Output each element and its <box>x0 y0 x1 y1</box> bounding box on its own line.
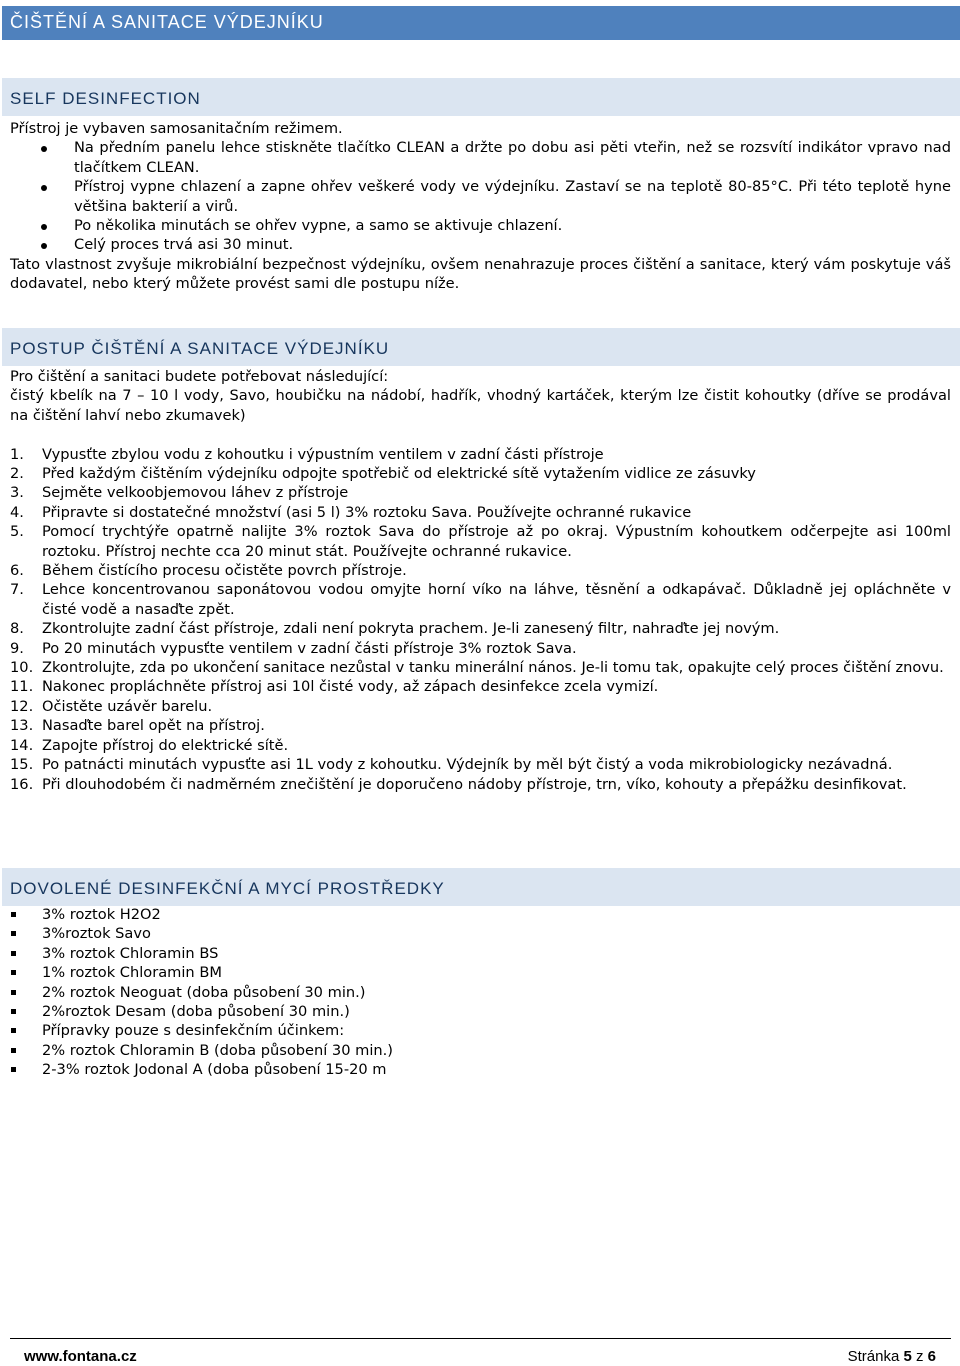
step-number: 15. <box>10 756 34 774</box>
agents-section <box>10 905 951 1080</box>
list-item: Celý proces trvá asi 30 minut. <box>10 235 951 254</box>
step-item <box>10 755 951 774</box>
page-total: 6 <box>927 1348 936 1365</box>
spacer <box>10 425 951 444</box>
step-number: 6. <box>10 562 24 580</box>
step-text: Zkontrolujte, zda po ukončení sanitace nezůstal v tanku minerální nános. Je-li tomu tak, opakujte celý proces čištění znovu. <box>42 659 944 677</box>
step-text: Lehce koncentrovanou saponátovou vodou omyjte horní víko na láhve, těsnění a odkapávač. Důkladně jej opláchněte v čisté vodě a nasaďte zpět. <box>42 581 951 618</box>
step-number: 4. <box>10 503 24 521</box>
step-number: 2. <box>10 465 24 483</box>
footer-page-number <box>848 1347 936 1366</box>
list-item: Na předním panelu lehce stiskněte tlačítko CLEAN a držte po dobu asi pěti vteřin, než se rozsvítí indikátor vpravo nad tlačítkem CLEAN. <box>10 138 951 177</box>
step-item <box>10 736 951 755</box>
step-number: 7. <box>10 581 24 599</box>
list-item: 2% roztok Neoguat (doba působení 30 min.) <box>10 983 951 1002</box>
procedure-section <box>10 367 951 794</box>
step-text: Vypusťte zbylou vodu z kohoutku i výpustním ventilem v zadní části přístroje <box>42 445 604 463</box>
list-item: 2% roztok Chloramin B (doba působení 30 min.) <box>10 1041 951 1060</box>
list-item: 1% roztok Chloramin BM <box>10 963 951 982</box>
step-text: Při dlouhodobém či nadměrném znečištění je doporučeno nádoby přístroje, trn, víko, kohouty a přepážku desinfikovat. <box>42 775 907 793</box>
section-heading-procedure: POSTUP ČIŠTĚNÍ A SANITACE VÝDEJNÍKU <box>2 328 960 366</box>
step-number: 14. <box>10 736 34 754</box>
step-number: 16. <box>10 775 34 793</box>
list-item: 2-3% roztok Jodonal A (doba působení 15-20 m <box>10 1060 951 1079</box>
step-text: Očistěte uzávěr barelu. <box>42 697 213 715</box>
step-number: 1. <box>10 445 24 463</box>
section-heading-agents: DOVOLENÉ DESINFEKČNÍ A MYCÍ PROSTŘEDKY <box>2 868 960 906</box>
step-text: Před každým čištěním výdejníku odpojte spotřebič od elektrické sítě vytažením vidlice ze zásuvky <box>42 465 756 483</box>
step-number: 11. <box>10 678 34 696</box>
self-desinfection-note: Tato vlastnost zvyšuje mikrobiální bezpečnost výdejníku, ovšem nenahrazuje proces čištění a sanitace, který vám poskytuje váš dodavatel, nebo který můžete provést sami dle postupu níže. <box>10 255 951 293</box>
step-item <box>10 619 951 638</box>
step-text: Připravte si dostatečné množství (asi 5 l) 3% roztoku Sava. Používejte ochranné rukavice <box>42 503 692 521</box>
page-current: 5 <box>903 1348 912 1365</box>
step-text: Pomocí trychtýře opatrně nalijte 3% roztok Sava do přístroje až po okraj. Výpustním kohoutkem odčerpejte asi 100ml roztoku. Přístroj nechte cca 20 minut stát. Používejte ochranné rukavice. <box>42 523 951 560</box>
self-desinfection-bullet-list <box>10 138 951 254</box>
step-item <box>10 483 951 502</box>
step-number: 12. <box>10 697 34 715</box>
step-text: Po 20 minutách vypusťte ventilem v zadní části přístroje 3% roztok Sava. <box>42 639 577 657</box>
step-number: 9. <box>10 639 24 657</box>
page-of: z <box>915 1348 924 1365</box>
list-item: 3% roztok H2O2 <box>10 905 951 924</box>
step-number: 13. <box>10 717 34 735</box>
step-number: 5. <box>10 523 24 541</box>
list-item: 3% roztok Chloramin BS <box>10 944 951 963</box>
procedure-intro-2: čistý kbelík na 7 – 10 l vody, Savo, houbičku na nádobí, hadřík, vhodný kartáček, kterým lze čistit kohoutky (dříve se prodával na čištění lahví nebo zkumavek) <box>10 387 951 424</box>
list-item: 3%roztok Savo <box>10 924 951 943</box>
footer-website-link[interactable]: www.fontana.cz <box>24 1348 137 1365</box>
step-item <box>10 580 951 619</box>
step-text: Nakonec propláchněte přístroj asi 10l čisté vody, až zápach desinfekce zcela vymizí. <box>42 678 659 696</box>
step-item <box>10 677 951 696</box>
page-label: Stránka <box>847 1348 900 1365</box>
footer-divider <box>10 1338 951 1339</box>
step-text: Nasaďte barel opět na přístroj. <box>42 717 265 735</box>
step-number: 10. <box>10 659 34 677</box>
step-text: Po patnácti minutách vypusťte asi 1L vody z kohoutku. Výdejník by měl být čistý a voda mikrobiologicky nezávadná. <box>42 756 893 774</box>
step-number: 3. <box>10 484 24 502</box>
step-item <box>10 522 951 561</box>
step-item <box>10 658 951 677</box>
step-text: Zkontrolujte zadní část přístroje, zdali není pokryta prachem. Je-li zanesený filtr, nahraďte jej novým. <box>42 620 780 638</box>
page-title: ČIŠTĚNÍ A SANITACE VÝDEJNÍKU <box>2 6 960 40</box>
list-item: Přípravky pouze s desinfekčním účinkem: <box>10 1021 951 1040</box>
step-text: Zapojte přístroj do elektrické sítě. <box>42 736 289 754</box>
procedure-intro-1: Pro čištění a sanitaci budete potřebovat následující: <box>10 368 389 385</box>
step-item <box>10 464 951 483</box>
step-item <box>10 697 951 716</box>
list-item: 2%roztok Desam (doba působení 30 min.) <box>10 1002 951 1021</box>
agents-list <box>10 905 951 1080</box>
list-item: Přístroj vypne chlazení a zapne ohřev veškeré vody ve výdejníku. Zastaví se na teplotě 80-85°C. Při této teplotě hyne většina bakterií a virů. <box>10 177 951 216</box>
step-item <box>10 561 951 580</box>
procedure-steps-list <box>10 445 951 794</box>
self-desinfection-section <box>10 119 951 294</box>
step-item <box>10 503 951 522</box>
self-desinfection-intro: Přístroj je vybaven samosanitačním režimem. <box>10 120 343 137</box>
step-number: 8. <box>10 620 24 638</box>
step-item <box>10 639 951 658</box>
step-item <box>10 775 951 794</box>
list-item: Po několika minutách se ohřev vypne, a samo se aktivuje chlazení. <box>10 216 951 235</box>
step-item <box>10 716 951 735</box>
step-item <box>10 445 951 464</box>
step-text: Během čistícího procesu očistěte povrch přístroje. <box>42 562 407 580</box>
step-text: Sejměte velkoobjemovou láhev z přístroje <box>42 484 349 502</box>
section-heading-self-desinfection: SELF DESINFECTION <box>2 78 960 116</box>
